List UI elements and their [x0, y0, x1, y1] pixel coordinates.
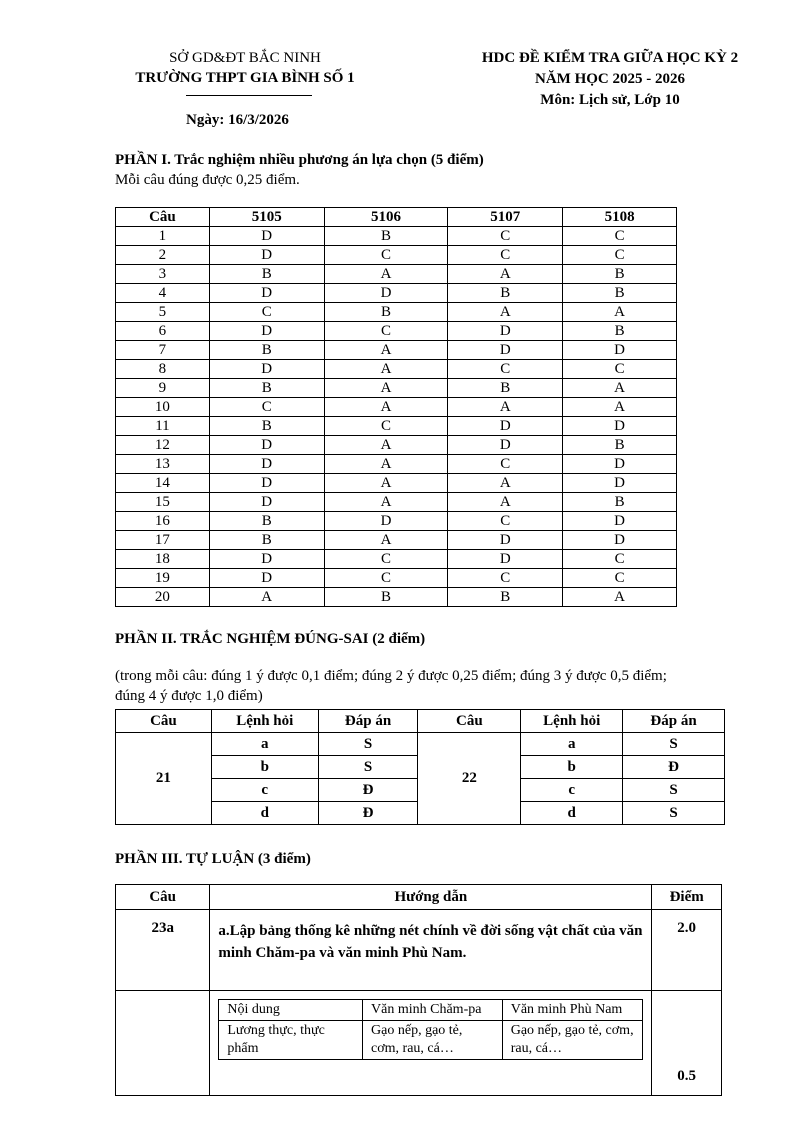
answer-cell: A: [324, 265, 448, 284]
item-answer: S: [623, 733, 725, 756]
answer-cell: C: [324, 417, 448, 436]
inner-header-cell: Văn minh Chăm-pa: [363, 1000, 503, 1021]
answer-cell: A: [324, 531, 448, 550]
question-number-cell: 13: [116, 455, 210, 474]
answer-cell: D: [209, 284, 324, 303]
answer-cell: D: [209, 550, 324, 569]
answer-cell: C: [209, 398, 324, 417]
table-row: [116, 531, 677, 550]
part3-title: PHẦN III. TỰ LUẬN (3 điểm): [115, 851, 311, 867]
empty-cell: [116, 991, 210, 1096]
answer-cell: A: [324, 455, 448, 474]
answer-cell: C: [448, 512, 563, 531]
table-row: [116, 493, 677, 512]
header-divider: [186, 95, 312, 96]
answer-cell: A: [563, 303, 677, 322]
part2-note-line1: (trong mỗi câu: đúng 1 ý được 0,1 điểm; đúng 2 ý được 0,25 điểm; đúng 3 ý được 0,5 điểm;: [115, 668, 667, 684]
answer-cell: D: [448, 550, 563, 569]
answer-cell: B: [563, 493, 677, 512]
table-row: [116, 512, 677, 531]
table-row: [116, 265, 677, 284]
question-number-cell: 16: [116, 512, 210, 531]
answer-cell: C: [563, 569, 677, 588]
school-name: TRƯỜNG THPT GIA BÌNH SỐ 1: [135, 70, 355, 86]
question-22-number: 22: [418, 733, 521, 825]
answer-cell: D: [448, 322, 563, 341]
answer-cell: D: [563, 531, 677, 550]
part1-answer-table: [115, 207, 677, 607]
header-cell: Câu: [418, 710, 521, 733]
answer-cell: C: [324, 550, 448, 569]
document-title: HDC ĐỀ KIỂM TRA GIỮA HỌC KỲ 2: [481, 50, 739, 66]
header-right: [460, 48, 760, 111]
answer-cell: D: [324, 284, 448, 303]
department-name: SỞ GD&ĐT BẮC NINH: [169, 50, 321, 66]
answer-cell: B: [209, 417, 324, 436]
row-score: 0.5: [652, 991, 722, 1096]
table-row: [116, 341, 677, 360]
answer-cell: B: [209, 341, 324, 360]
answer-cell: A: [324, 379, 448, 398]
answer-cell: D: [563, 341, 677, 360]
question-number-cell: 2: [116, 246, 210, 265]
table-row: [116, 360, 677, 379]
header-cell: Hướng dẫn: [210, 885, 652, 910]
item-answer: Đ: [318, 802, 418, 825]
question-number-cell: 18: [116, 550, 210, 569]
table-row: [116, 398, 677, 417]
inner-cell: Lương thực, thực phẩm: [219, 1021, 363, 1060]
answer-cell: D: [563, 512, 677, 531]
inner-header-cell: Văn minh Phù Nam: [502, 1000, 643, 1021]
answer-cell: C: [563, 360, 677, 379]
item-answer: Đ: [318, 779, 418, 802]
question-number-cell: 17: [116, 531, 210, 550]
question-21-number: 21: [116, 733, 212, 825]
school-year: NĂM HỌC 2025 - 2026: [535, 71, 685, 87]
answer-cell: C: [324, 569, 448, 588]
header-left: [115, 48, 375, 88]
part1-title: PHẦN I. Trắc nghiệm nhiều phương án lựa chọn (5 điểm): [115, 152, 484, 168]
answer-cell: B: [209, 265, 324, 284]
table-row: [116, 550, 677, 569]
answer-cell: C: [563, 550, 677, 569]
answer-cell: D: [209, 569, 324, 588]
answer-cell: C: [448, 360, 563, 379]
answer-cell: B: [324, 303, 448, 322]
question-number-cell: 5: [116, 303, 210, 322]
answer-cell: A: [324, 360, 448, 379]
table-row: [116, 284, 677, 303]
table-row: [116, 588, 677, 607]
answer-cell: B: [209, 531, 324, 550]
item-answer: S: [623, 779, 725, 802]
answer-cell: D: [563, 474, 677, 493]
item-label: c: [211, 779, 318, 802]
answer-cell: C: [324, 322, 448, 341]
item-label: c: [521, 779, 623, 802]
answer-cell: C: [209, 303, 324, 322]
part1-table-body: [116, 227, 677, 607]
table-row: [116, 303, 677, 322]
part2-note-line2: đúng 4 ý được 1,0 điểm): [115, 688, 263, 704]
table-row: [116, 991, 722, 1096]
answer-cell: D: [209, 227, 324, 246]
header-cell: 5107: [448, 208, 563, 227]
header-cell: Đáp án: [623, 710, 725, 733]
answer-cell: A: [563, 398, 677, 417]
answer-cell: B: [563, 436, 677, 455]
table-row: [116, 246, 677, 265]
answer-cell: B: [563, 322, 677, 341]
table-row: [116, 227, 677, 246]
answer-cell: C: [563, 227, 677, 246]
answer-cell: D: [448, 531, 563, 550]
answer-cell: C: [563, 246, 677, 265]
answer-cell: A: [448, 474, 563, 493]
answer-cell: D: [448, 341, 563, 360]
table-row: [116, 436, 677, 455]
table-row: [116, 733, 725, 756]
item-label: a: [211, 733, 318, 756]
answer-cell: B: [324, 227, 448, 246]
exam-date: Ngày: 16/3/2026: [186, 112, 289, 128]
header-cell: Câu: [116, 710, 212, 733]
part2-title: PHẦN II. TRẮC NGHIỆM ĐÚNG-SAI (2 điểm): [115, 631, 426, 647]
answer-cell: A: [448, 398, 563, 417]
answer-cell: B: [563, 265, 677, 284]
table-row: [219, 1021, 643, 1060]
answer-cell: D: [209, 360, 324, 379]
answer-cell: A: [324, 493, 448, 512]
answer-cell: B: [209, 379, 324, 398]
part2-answer-table: [115, 709, 725, 825]
table-row: [116, 455, 677, 474]
part3-rubric-table: [115, 884, 722, 1096]
answer-cell: A: [563, 379, 677, 398]
question-number-cell: 3: [116, 265, 210, 284]
answer-cell: B: [448, 379, 563, 398]
answer-cell: A: [209, 588, 324, 607]
header-cell: Câu: [116, 885, 210, 910]
question-number-cell: 4: [116, 284, 210, 303]
question-number-cell: 10: [116, 398, 210, 417]
table-header-row: [116, 885, 722, 910]
answer-cell: B: [448, 588, 563, 607]
question-number-cell: 12: [116, 436, 210, 455]
answer-cell: C: [448, 227, 563, 246]
item-answer: S: [318, 733, 418, 756]
question-number-cell: 14: [116, 474, 210, 493]
item-label: a: [521, 733, 623, 756]
question-number-cell: 1: [116, 227, 210, 246]
answer-cell: B: [563, 284, 677, 303]
header-cell: 5108: [563, 208, 677, 227]
inner-cell: Gạo nếp, gạo tẻ, cơm, rau, cá…: [502, 1021, 643, 1060]
table-row: [116, 474, 677, 493]
answer-cell: C: [448, 569, 563, 588]
item-label: d: [521, 802, 623, 825]
inner-header-cell: Nội dung: [219, 1000, 363, 1021]
answer-cell: A: [324, 398, 448, 417]
table-row: [116, 417, 677, 436]
header-cell: Điểm: [652, 885, 722, 910]
answer-cell: D: [209, 246, 324, 265]
header-cell: 5105: [209, 208, 324, 227]
question-number-cell: 15: [116, 493, 210, 512]
answer-cell: D: [563, 455, 677, 474]
answer-cell: C: [324, 246, 448, 265]
table-row: [116, 910, 722, 991]
answer-cell: D: [209, 474, 324, 493]
header-cell: Lệnh hỏi: [211, 710, 318, 733]
answer-cell: C: [448, 455, 563, 474]
question-23a-prompt: a.Lập bảng thống kê những nét chính về đời sống vật chất của văn minh Chăm-pa và văn minh Phù Nam.: [210, 910, 652, 991]
answer-cell: A: [448, 265, 563, 284]
answer-cell: B: [448, 284, 563, 303]
table-row: [116, 569, 677, 588]
table-row: [219, 1000, 643, 1021]
answer-cell: D: [448, 417, 563, 436]
header-cell: Câu: [116, 208, 210, 227]
item-label: b: [211, 756, 318, 779]
item-answer: Đ: [623, 756, 725, 779]
table-header-row: [116, 208, 677, 227]
question-number-cell: 9: [116, 379, 210, 398]
item-label: b: [521, 756, 623, 779]
answer-cell: D: [563, 417, 677, 436]
civilization-comparison-table: [218, 999, 643, 1060]
answer-cell: D: [448, 436, 563, 455]
header-cell: Đáp án: [318, 710, 418, 733]
answer-cell: B: [209, 512, 324, 531]
item-answer: S: [623, 802, 725, 825]
question-number-cell: 20: [116, 588, 210, 607]
question-23a-score: 2.0: [652, 910, 722, 991]
header-cell: Lệnh hỏi: [521, 710, 623, 733]
answer-cell: A: [448, 493, 563, 512]
answer-cell: D: [209, 436, 324, 455]
answer-cell: A: [324, 436, 448, 455]
inner-cell: Gạo nếp, gạo tẻ, cơm, rau, cá…: [363, 1021, 503, 1060]
answer-cell: D: [209, 455, 324, 474]
answer-cell: D: [324, 512, 448, 531]
answer-cell: D: [209, 322, 324, 341]
question-number-cell: 8: [116, 360, 210, 379]
inner-table-cell: [210, 991, 652, 1096]
question-number-cell: 7: [116, 341, 210, 360]
question-number-cell: 11: [116, 417, 210, 436]
item-answer: S: [318, 756, 418, 779]
answer-cell: A: [563, 588, 677, 607]
item-label: d: [211, 802, 318, 825]
answer-cell: A: [324, 341, 448, 360]
answer-cell: D: [209, 493, 324, 512]
answer-cell: A: [448, 303, 563, 322]
header-cell: 5106: [324, 208, 448, 227]
question-23a-number: 23a: [116, 910, 210, 991]
question-number-cell: 19: [116, 569, 210, 588]
table-row: [116, 379, 677, 398]
table-row: [116, 322, 677, 341]
answer-cell: C: [448, 246, 563, 265]
part1-note: Mỗi câu đúng được 0,25 điểm.: [115, 172, 300, 188]
question-number-cell: 6: [116, 322, 210, 341]
answer-cell: A: [324, 474, 448, 493]
subject-line: Môn: Lịch sử, Lớp 10: [540, 92, 680, 108]
answer-cell: B: [324, 588, 448, 607]
table-header-row: [116, 710, 725, 733]
